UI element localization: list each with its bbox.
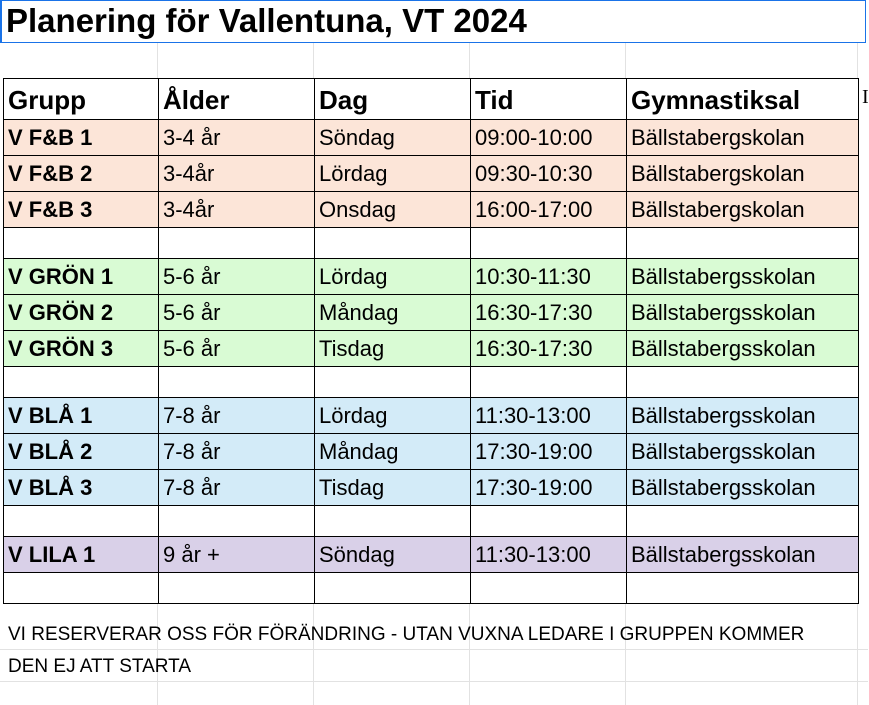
age-cell[interactable]: 7-8 år: [159, 434, 315, 470]
empty-cell[interactable]: [4, 506, 159, 537]
empty-cell[interactable]: [315, 228, 471, 259]
gym-cell[interactable]: Bällstabergskolan: [627, 156, 859, 192]
day-cell[interactable]: Lördag: [315, 156, 471, 192]
group-cell[interactable]: V GRÖN 3: [4, 331, 159, 367]
gym-cell[interactable]: Bällstabergsskolan: [627, 259, 859, 295]
gridline: [0, 681, 868, 682]
empty-cell[interactable]: [4, 228, 159, 259]
table-row: [4, 259, 859, 295]
time-cell[interactable]: 09:00-10:00: [471, 120, 627, 156]
empty-cell[interactable]: [159, 367, 315, 398]
gridline: [0, 649, 868, 650]
header-cell[interactable]: Ålder: [159, 79, 315, 120]
empty-cell[interactable]: [159, 228, 315, 259]
header-cell[interactable]: Gymnastiksal: [627, 79, 859, 120]
spacer-row: [4, 506, 859, 537]
group-cell[interactable]: V BLÅ 3: [4, 470, 159, 506]
notice-line-2[interactable]: DEN EJ ATT STARTA: [8, 656, 191, 677]
table-row: [4, 331, 859, 367]
group-cell[interactable]: V GRÖN 1: [4, 259, 159, 295]
table-row: [4, 434, 859, 470]
table-row: [4, 156, 859, 192]
group-cell[interactable]: V GRÖN 2: [4, 295, 159, 331]
time-cell[interactable]: 11:30-13:00: [471, 537, 627, 573]
header-cell[interactable]: Tid: [471, 79, 627, 120]
selected-title-cell[interactable]: [0, 0, 866, 43]
empty-cell[interactable]: [627, 573, 859, 604]
notice-line-1[interactable]: VI RESERVERAR OSS FÖR FÖRÄNDRING - UTAN VUXNA LEDARE I GRUPPEN KOMMER: [8, 624, 805, 645]
empty-cell[interactable]: [627, 228, 859, 259]
time-cell[interactable]: 16:00-17:00: [471, 192, 627, 228]
gym-cell[interactable]: Bällstabergsskolan: [627, 295, 859, 331]
header-cell[interactable]: Grupp: [4, 79, 159, 120]
time-cell[interactable]: 10:30-11:30: [471, 259, 627, 295]
age-cell[interactable]: 5-6 år: [159, 259, 315, 295]
age-cell[interactable]: 3-4år: [159, 156, 315, 192]
empty-cell[interactable]: [4, 367, 159, 398]
empty-cell[interactable]: [315, 367, 471, 398]
empty-cell[interactable]: [159, 573, 315, 604]
age-cell[interactable]: 7-8 år: [159, 398, 315, 434]
day-cell[interactable]: Tisdag: [315, 331, 471, 367]
age-cell[interactable]: 9 år +: [159, 537, 315, 573]
gym-cell[interactable]: Bällstabergsskolan: [627, 398, 859, 434]
empty-cell[interactable]: [471, 573, 627, 604]
time-cell[interactable]: 09:30-10:30: [471, 156, 627, 192]
time-cell[interactable]: 11:30-13:00: [471, 398, 627, 434]
time-cell[interactable]: 16:30-17:30: [471, 295, 627, 331]
table-row: [4, 192, 859, 228]
age-cell[interactable]: 3-4 år: [159, 120, 315, 156]
day-cell[interactable]: Måndag: [315, 295, 471, 331]
empty-cell[interactable]: [471, 506, 627, 537]
gym-cell[interactable]: Bällstabergskolan: [627, 192, 859, 228]
day-cell[interactable]: Söndag: [315, 120, 471, 156]
age-cell[interactable]: 7-8 år: [159, 470, 315, 506]
group-cell[interactable]: V F&B 2: [4, 156, 159, 192]
gym-cell[interactable]: Bällstabergskolan: [627, 120, 859, 156]
gym-cell[interactable]: Bällstabergsskolan: [627, 331, 859, 367]
day-cell[interactable]: Söndag: [315, 537, 471, 573]
time-cell[interactable]: 17:30-19:00: [471, 434, 627, 470]
table-row: [4, 295, 859, 331]
age-cell[interactable]: 5-6 år: [159, 331, 315, 367]
spacer-row: [4, 228, 859, 259]
group-cell[interactable]: V LILA 1: [4, 537, 159, 573]
spacer-row: [4, 367, 859, 398]
empty-cell[interactable]: [4, 573, 159, 604]
empty-cell[interactable]: [315, 573, 471, 604]
gym-cell[interactable]: Bällstabergsskolan: [627, 537, 859, 573]
time-cell[interactable]: 16:30-17:30: [471, 331, 627, 367]
group-cell[interactable]: V F&B 1: [4, 120, 159, 156]
table-row: [4, 120, 859, 156]
table-row: [4, 470, 859, 506]
sheet-title: Planering för Vallentuna, VT 2024: [6, 2, 527, 39]
table-row: [4, 537, 859, 573]
day-cell[interactable]: Lördag: [315, 259, 471, 295]
time-cell[interactable]: 17:30-19:00: [471, 470, 627, 506]
header-cell[interactable]: Dag: [315, 79, 471, 120]
empty-cell[interactable]: [471, 367, 627, 398]
header-row: [4, 79, 859, 120]
age-cell[interactable]: 5-6 år: [159, 295, 315, 331]
empty-cell[interactable]: [315, 506, 471, 537]
group-cell[interactable]: V BLÅ 2: [4, 434, 159, 470]
empty-cell[interactable]: [471, 228, 627, 259]
age-cell[interactable]: 3-4år: [159, 192, 315, 228]
table-row: [4, 398, 859, 434]
gym-cell[interactable]: Bällstabergsskolan: [627, 434, 859, 470]
schedule-table: [3, 78, 859, 604]
empty-cell[interactable]: [159, 506, 315, 537]
group-cell[interactable]: V BLÅ 1: [4, 398, 159, 434]
day-cell[interactable]: Lördag: [315, 398, 471, 434]
gym-cell[interactable]: Bällstabergsskolan: [627, 470, 859, 506]
day-cell[interactable]: Tisdag: [315, 470, 471, 506]
empty-cell[interactable]: [627, 367, 859, 398]
empty-cell[interactable]: [627, 506, 859, 537]
day-cell[interactable]: Måndag: [315, 434, 471, 470]
spacer-row: [4, 573, 859, 604]
day-cell[interactable]: Onsdag: [315, 192, 471, 228]
group-cell[interactable]: V F&B 3: [4, 192, 159, 228]
clipped-cell-text: I: [862, 86, 869, 108]
